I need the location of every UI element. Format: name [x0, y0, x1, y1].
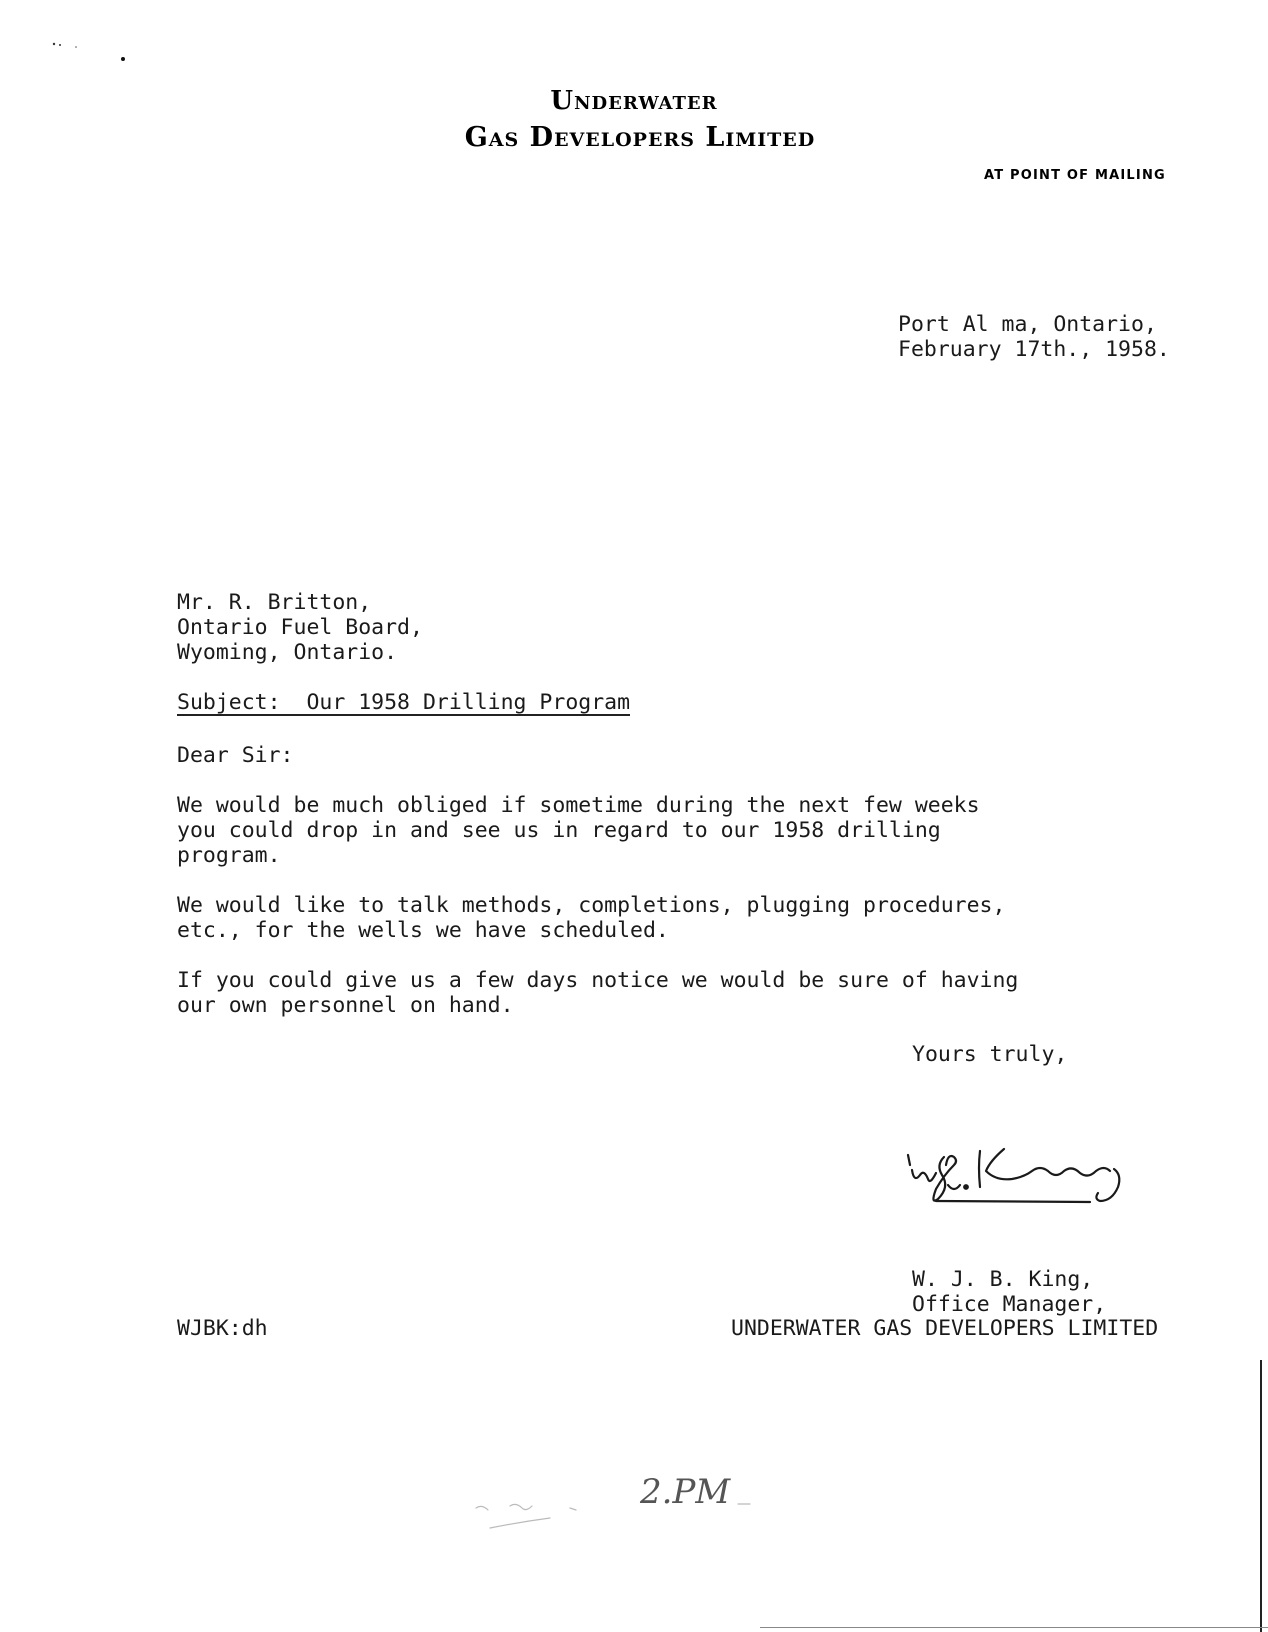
- page-edge-bottom: [760, 1627, 1268, 1628]
- mailing-note: AT POINT OF MAILING: [984, 168, 1166, 183]
- salutation: Dear Sir:: [177, 743, 294, 768]
- closing: Yours truly,: [912, 1042, 1068, 1067]
- signature-block: [912, 1267, 1106, 1317]
- paragraph-3: [177, 968, 1018, 1018]
- page-edge-right: [1260, 1360, 1262, 1632]
- letterhead-line2: Gas Developers Limited: [464, 122, 816, 153]
- addressee-block: [177, 590, 423, 665]
- handwritten-note: 2.PM: [640, 1472, 731, 1512]
- letterhead-line1: Underwater: [550, 86, 718, 116]
- signer-company: UNDERWATER GAS DEVELOPERS LIMITED: [731, 1316, 1159, 1341]
- paragraph-1-line-3: program.: [177, 843, 281, 868]
- paragraph-1: [177, 793, 980, 868]
- subject-line: Subject: Our 1958 Drilling Program: [177, 690, 631, 715]
- paragraph-2-line-2: etc., for the wells we have scheduled.: [177, 918, 669, 943]
- reference-initials: WJBK:dh: [177, 1316, 268, 1341]
- date-block: [898, 312, 1170, 362]
- addressee-organization: Ontario Fuel Board,: [177, 615, 423, 640]
- paper-specks: [50, 40, 140, 70]
- paragraph-2-line-1: We would like to talk methods, completions, plugging procedures,: [177, 893, 1006, 918]
- signature-image: [900, 1135, 1160, 1245]
- paragraph-3-line-1: If you could give us a few days notice we would be sure of having: [177, 968, 1019, 993]
- paragraph-2: [177, 893, 1005, 943]
- addressee-name: Mr. R. Britton,: [177, 590, 372, 615]
- signer-title: Office Manager,: [912, 1292, 1107, 1317]
- paragraph-1-line-2: you could drop in and see us in regard to our 1958 drilling: [177, 818, 941, 843]
- place-line: Port Al ma, Ontario,: [898, 312, 1157, 337]
- addressee-location: Wyoming, Ontario.: [177, 640, 398, 665]
- date-line: February 17th., 1958.: [898, 337, 1170, 362]
- signer-name: W. J. B. King,: [912, 1267, 1094, 1292]
- paragraph-3-line-2: our own personnel on hand.: [177, 993, 514, 1018]
- paragraph-1-line-1: We would be much obliged if sometime during the next few weeks: [177, 793, 980, 818]
